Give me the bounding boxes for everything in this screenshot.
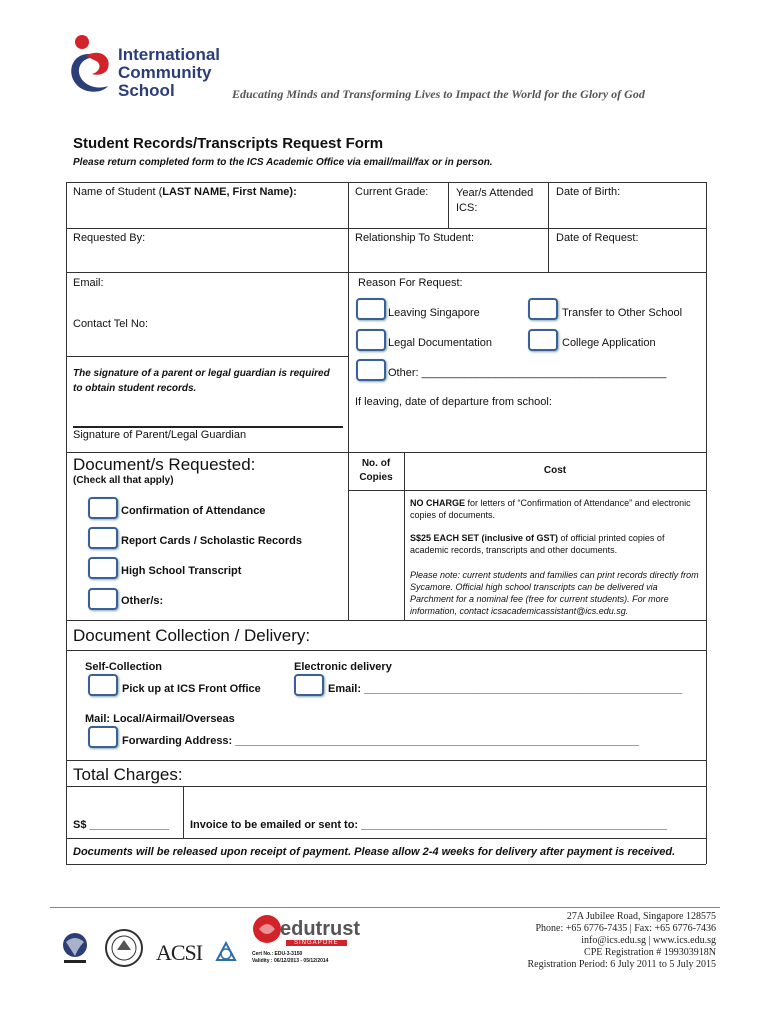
cost-note: Please note: current students and families can print records directly from Sycamore. Official high school transcripts can be delivered via Parchment for a nominal fee (free for current students). For more information, contact icsacademicassistant@ics.edu.sg. <box>410 570 699 616</box>
cost-printed: S$25 EACH SET (inclusive of GST) of official printed copies of academic records, transcripts and other documents. <box>410 533 665 555</box>
reason-label: Reason For Request: <box>358 277 463 289</box>
address-line-5: Registration Period: 6 July 2011 to 5 July 2015 <box>527 959 716 970</box>
cost-no-charge: NO CHARGE for letters of “Confirmation of Attendance” and electronic copies of documents. <box>410 498 691 520</box>
reason-transfer-school: Transfer to Other School <box>562 307 683 319</box>
acsi-logo: ACSI <box>156 940 203 965</box>
edutrust-logo: edutrust <box>280 918 360 940</box>
doc-high-school-transcript: High School Transcript <box>121 565 242 577</box>
doc-report-cards: Report Cards / Scholastic Records <box>121 535 302 547</box>
invoice-field[interactable]: Invoice to be emailed or sent to: __________________________________________________ <box>190 819 668 831</box>
form-title: Student Records/Transcripts Request Form <box>73 135 384 152</box>
logo-line-1: International <box>118 45 221 64</box>
checkbox-mail-delivery[interactable] <box>88 726 118 748</box>
years-attended-label: Year/s Attended ICS: <box>456 187 534 214</box>
wasc-seal-icon <box>104 928 144 968</box>
forwarding-address-field[interactable]: Forwarding Address: __________________________________________________________________ <box>122 735 640 747</box>
reason-college-application: College Application <box>562 337 656 349</box>
address-line-2: Phone: +65 6776-7435 | Fax: +65 6776-7436 <box>535 923 716 934</box>
checkbox-other-documents[interactable] <box>88 588 118 610</box>
ics-logo-mark-icon <box>62 34 118 104</box>
amount-field[interactable]: S$ _____________ <box>73 819 170 831</box>
email-label: Email: <box>73 277 104 289</box>
checkbox-leaving-singapore[interactable] <box>356 298 386 320</box>
checkbox-pickup-front-office[interactable] <box>88 674 118 696</box>
edutrust-validity: Validity : 06/12/2013 - 05/12/2014 <box>252 958 329 964</box>
doc-other: Other/s: <box>121 595 164 607</box>
checkbox-report-cards[interactable] <box>88 527 118 549</box>
contact-tel-label: Contact Tel No: <box>73 318 149 330</box>
logo-line-3: School <box>118 81 175 100</box>
mail-label: Mail: Local/Airmail/Overseas <box>85 713 235 725</box>
student-name-label: Name of Student (LAST NAME, First Name): <box>73 186 297 198</box>
tagline: Educating Minds and Transforming Lives to Impact the World for the Glory of God <box>232 87 645 101</box>
edutrust-cert: Cert No.: EDU-3-3150 <box>252 951 303 957</box>
edutrust-emblem-icon <box>252 914 282 944</box>
documents-heading: Document/s Requested: <box>73 455 256 474</box>
reason-other: Other: ________________________________________ <box>388 367 667 379</box>
edutrust-singapore: SINGAPORE <box>286 940 347 946</box>
school-address-block <box>527 911 716 971</box>
checkbox-confirmation-attendance[interactable] <box>88 497 118 519</box>
electronic-delivery-label: Electronic delivery <box>294 661 392 673</box>
pickup-option: Pick up at ICS Front Office <box>122 683 261 695</box>
form-subtitle: Please return completed form to the ICS Academic Office via email/mail/fax or in person. <box>73 157 493 168</box>
address-line-3: info@ics.edu.sg | www.ics.edu.sg <box>581 935 716 946</box>
checkbox-email-delivery[interactable] <box>294 674 324 696</box>
email-delivery-field[interactable]: Email: ____________________________________________________ <box>328 683 683 695</box>
payment-notice: Documents will be released upon receipt of payment. Please allow 2-4 weeks for delivery after payment is received. <box>73 846 676 858</box>
checkbox-college-application[interactable] <box>528 329 558 351</box>
doc-confirmation-attendance: Confirmation of Attendance <box>121 505 266 517</box>
acsi-globe-icon <box>214 940 238 964</box>
logo-line-2: Community <box>118 63 212 82</box>
checkbox-transfer-school[interactable] <box>528 298 558 320</box>
departure-date-label: If leaving, date of departure from school: <box>355 396 552 408</box>
copies-header: No. of Copies <box>359 458 393 483</box>
collection-heading: Document Collection / Delivery: <box>73 626 311 645</box>
documents-subheading: (Check all that apply) <box>73 475 174 486</box>
relationship-label: Relationship To Student: <box>355 232 475 244</box>
address-line-4: CPE Registration # 199303918N <box>584 947 716 958</box>
cost-header: Cost <box>543 465 567 476</box>
dob-label: Date of Birth: <box>556 186 621 198</box>
self-collection-label: Self-Collection <box>85 661 163 673</box>
signature-label: Signature of Parent/Legal Guardian <box>73 429 247 441</box>
current-grade-label: Current Grade: <box>355 186 429 198</box>
checkbox-high-school-transcript[interactable] <box>88 557 118 579</box>
reason-legal-documentation: Legal Documentation <box>388 337 492 349</box>
checkbox-legal-documentation[interactable] <box>356 329 386 351</box>
signature-note: The signature of a parent or legal guardian is required to obtain student records. <box>73 368 330 394</box>
nicb-logo-icon <box>58 928 92 966</box>
reason-leaving-singapore: Leaving Singapore <box>388 307 480 319</box>
checkbox-other-reason[interactable] <box>356 359 386 381</box>
requested-by-label: Requested By: <box>73 232 146 244</box>
date-of-request-label: Date of Request: <box>556 232 639 244</box>
charges-heading: Total Charges: <box>73 765 183 784</box>
address-line-1: 27A Jubilee Road, Singapore 128575 <box>566 911 716 922</box>
ics-logo <box>62 34 222 104</box>
